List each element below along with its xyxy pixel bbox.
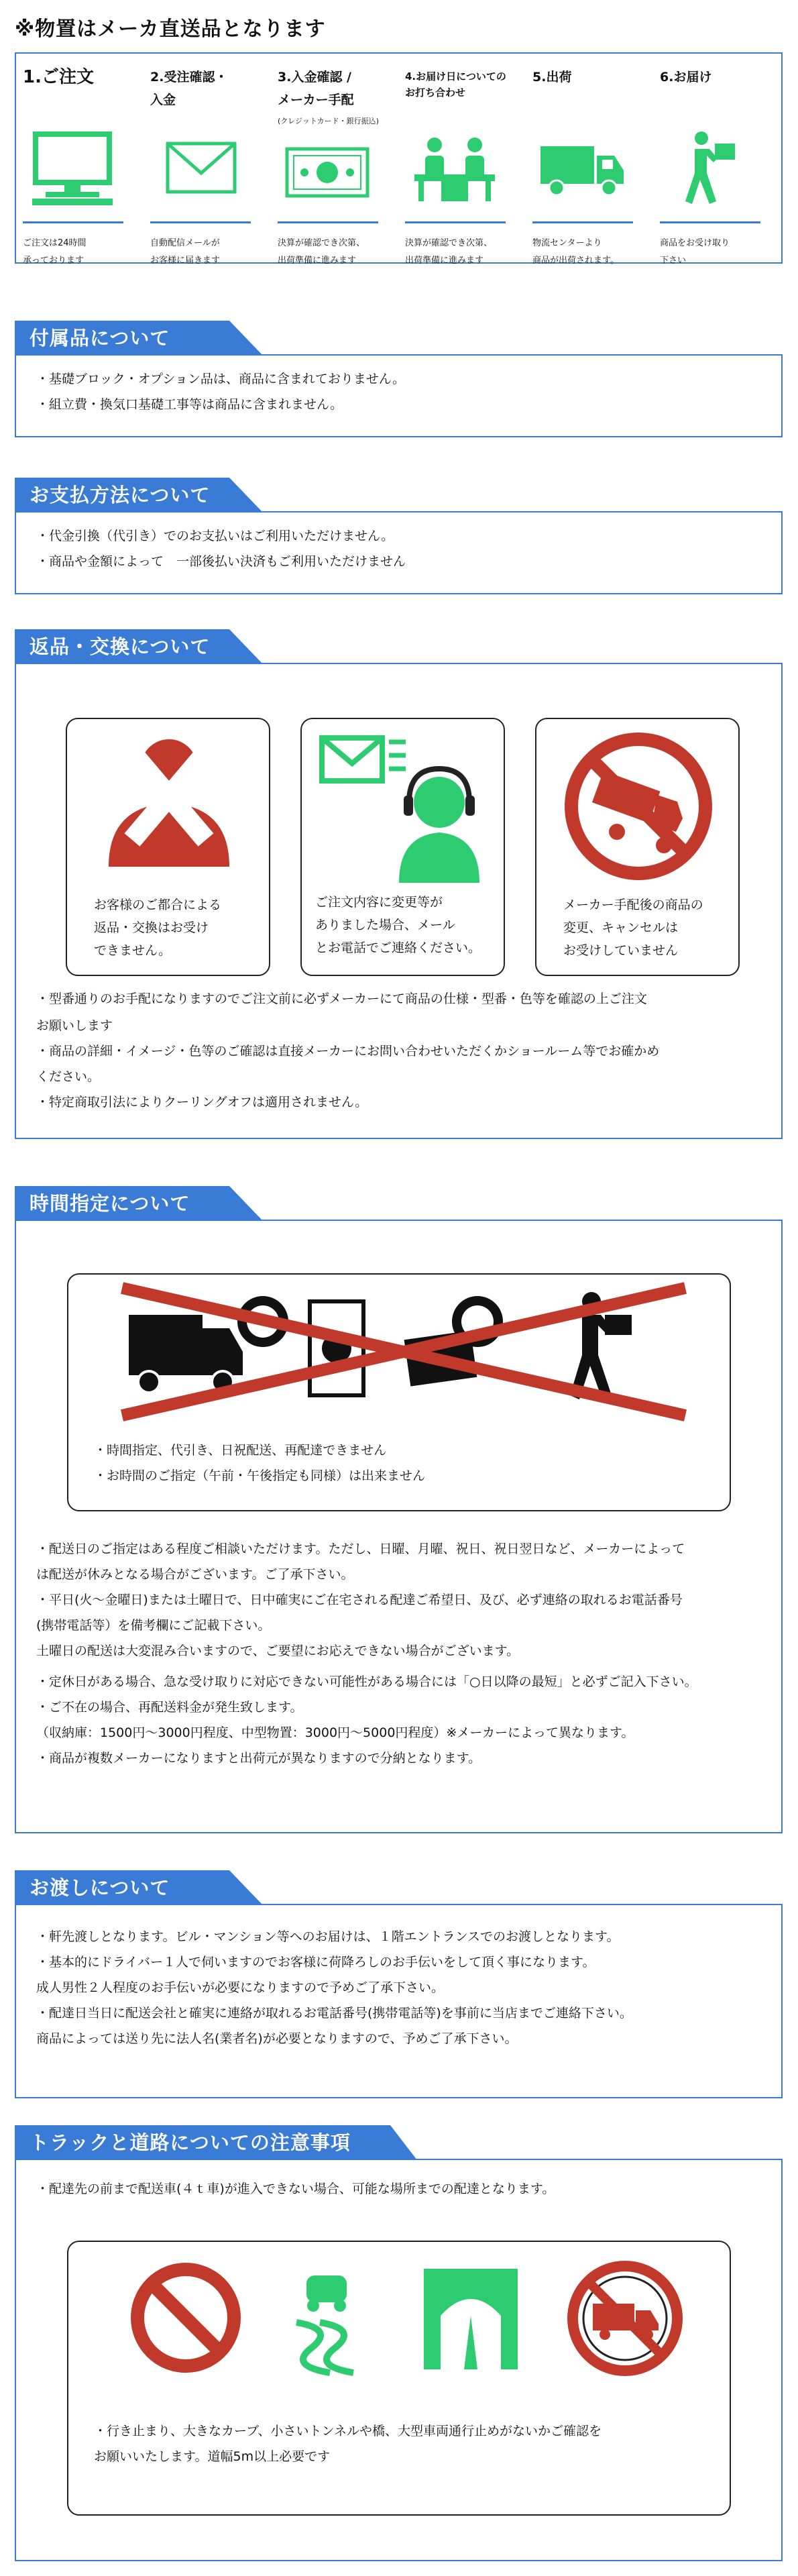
heading-text: お渡しについて	[30, 1876, 170, 1899]
return-card-customer	[66, 718, 270, 976]
crossed-delivery-icons	[109, 1275, 699, 1429]
text-line: ・基礎ブロック・オプション品は、商品に含まれておりません。	[36, 372, 406, 386]
text-line: 商品によっては送り先に法人名(業者名)が必要となりますので、予めご了承下さい。	[36, 2031, 518, 2046]
heading-text: 時間指定について	[30, 1192, 190, 1215]
mail-operator-icon	[315, 729, 496, 883]
section-heading-accessories	[15, 321, 263, 356]
computer-icon	[25, 129, 119, 209]
person-x-icon	[102, 726, 236, 873]
flow-step-confirm	[144, 54, 263, 266]
text-line: ・基本的にドライバー１人で伺いますのでお客様に荷降ろしのお手伝いをして頂く事になります。	[36, 1955, 595, 1970]
text-line: ください。	[36, 1069, 101, 1084]
step-label: 4.お届け日についての お打ち合わせ	[405, 70, 506, 99]
text-line: ・時間指定、代引き、日祝配送、再配達できません	[94, 1443, 387, 1458]
heading-text: 返品・交換について	[30, 635, 211, 658]
time-restriction-card	[67, 1273, 731, 1511]
step-divider	[532, 221, 633, 223]
card-caption: メーカー手配後の商品の 変更、キャンセルは お受けしていません	[563, 898, 703, 958]
text-line: ・平日(火～金曜日)または土曜日で、日中確実にご在宅される配達ご希望日、及び、必ず連絡の取れるお電話番号	[36, 1593, 683, 1607]
step-desc: 商品をお受け取り 下さい	[660, 238, 730, 266]
section-heading-payment	[15, 478, 263, 513]
step-label: 5.出荷	[532, 70, 572, 85]
text-line: ・配送日のご指定はある程度ご相談いただけます。ただし、日曜、月曜、祝日、祝日翌日など、メーカーによって	[36, 1542, 685, 1556]
money-icon	[280, 140, 374, 220]
step-sub: (クレジットカード・銀行振込)	[278, 117, 379, 125]
section-heading-time	[15, 1186, 263, 1221]
step-divider	[405, 221, 506, 223]
step-divider	[278, 221, 378, 223]
text-line: ・代金引換（代引き）でのお支払いはご利用いただけません。	[36, 529, 394, 543]
no-truck-icon	[563, 731, 714, 882]
no-truck-sign-icon	[565, 2258, 685, 2379]
text-line: 土曜日の配送は大変混み合いますので、ご要望にお応えできない場合がございます。	[36, 1644, 520, 1658]
step-divider	[150, 221, 251, 223]
text-line: （収納庫：1500円～3000円程度、中型物置：3000円～5000円程度）※メーカーによって異なります。	[36, 1725, 634, 1740]
return-card-cancel	[535, 718, 740, 976]
step-desc: ご注文は24時間 承っております	[23, 238, 87, 266]
card-caption: お客様のご都合による 返品・交換はお受け できません。	[94, 898, 222, 958]
section-returns	[15, 663, 783, 1139]
truck-icon	[535, 129, 629, 209]
section-heading-returns	[15, 629, 263, 664]
flow-step-meeting	[398, 54, 518, 266]
return-card-change	[300, 718, 505, 976]
delivery-person-icon	[663, 129, 756, 209]
section-payment	[15, 511, 783, 594]
text-line: ・配達先の前まで配送車(４ｔ車)が進入できない場合、可能な場所までの配達となります。	[36, 2182, 555, 2196]
envelope-icon	[153, 129, 247, 209]
road-notice-card	[67, 2241, 731, 2516]
text-line: ・組立費・換気口基礎工事等は商品に含まれません。	[36, 397, 343, 412]
step-label: 6.お届け	[660, 70, 712, 85]
text-line: ・ご不在の場合、再配送料金が発生致します。	[36, 1700, 303, 1715]
section-time	[15, 1220, 783, 1833]
meeting-icon	[408, 129, 502, 209]
order-flow	[15, 52, 783, 264]
step-desc: 決算が確認でき次第、 出荷準備に進みます	[278, 238, 365, 266]
heading-text: お支払方法について	[30, 484, 211, 506]
flow-step-order	[16, 54, 135, 266]
step-desc: 物流センターより 商品が出荷されます。	[532, 238, 619, 266]
tunnel-icon	[417, 2262, 524, 2376]
card-caption: ご注文内容に変更等が ありました場合、メール とお電話でご連絡ください。	[315, 895, 481, 955]
heading-text: 付属品について	[30, 327, 170, 350]
text-line: ・行き止まり、大きなカーブ、小さいトンネルや橋、大型車両通行止めがないかご確認を	[94, 2424, 602, 2438]
text-line: お願いします	[36, 1018, 113, 1033]
section-handover	[15, 1904, 783, 2098]
text-line: 成人男性２人程度のお手伝いが必要になりますので予めご了承下さい。	[36, 1980, 445, 1995]
step-divider	[660, 221, 760, 223]
flow-step-delivery	[653, 54, 773, 266]
step-label: 1.ご注文	[23, 67, 94, 87]
text-line: ・お時間のご指定（午前・午後指定も同様）は出来ません	[94, 1468, 426, 1483]
text-line: お願いいたします。道幅5m以上必要です	[94, 2449, 331, 2464]
step-desc: 自動配信メールが お客様に届きます	[150, 238, 221, 266]
step-divider	[23, 221, 123, 223]
text-line: ・商品が複数メーカーになりますと出荷元が異なりますので分納となります。	[36, 1751, 481, 1766]
text-line: ・商品や金額によって 一部後払い決済もご利用いただけません	[36, 554, 406, 569]
text-line: ・特定商取引法によりクーリングオフは適用されません。	[36, 1095, 368, 1110]
text-line: ・定休日がある場合、急な受け取りに対応できない可能性がある場合には「○日以降の最短」と必ずご記入下さい。	[36, 1674, 697, 1689]
text-line: (携帯電話等）を備考欄にご記載下さい。	[36, 1618, 271, 1633]
text-line: は配送が休みとなる場合がございます。ご了承下さい。	[36, 1567, 354, 1582]
text-line: ・軒先渡しとなります。ビル・マンション等へのお届けは、１階エントランスでのお渡しとなります。	[36, 1929, 620, 1944]
text-line: ・型番通りのお手配になりますのでご注文前に必ずメーカーにて商品の仕様・型番・色等を確認の上ご注文	[36, 991, 647, 1006]
section-accessories	[15, 354, 783, 437]
no-entry-icon	[129, 2261, 243, 2375]
flow-step-payment	[271, 54, 390, 266]
section-heading-truck	[15, 2125, 351, 2160]
flow-step-shipping	[526, 54, 645, 266]
page-title: ※物置はメーカ直送品となります	[15, 17, 326, 41]
step-label: 2.受注確認・ 入金	[150, 70, 228, 107]
section-heading-handover	[15, 1870, 263, 1905]
step-label: 3.入金確認 / メーカー手配	[278, 70, 354, 107]
curve-road-icon	[283, 2269, 370, 2376]
heading-text: トラックと道路についての注意事項	[30, 2131, 351, 2154]
step-desc: 決算が確認でき次第、 出荷準備に進みます	[405, 238, 493, 266]
text-line: ・商品の詳細・イメージ・色等のご確認は直接メーカーにお問い合わせいただくかショールーム等でお確かめ	[36, 1044, 660, 1059]
text-line: ・配達日当日に配送会社と確実に連絡が取れるお電話番号(携帯電話等)を事前に当店までご連絡下さい。	[36, 2006, 632, 2021]
section-truck	[15, 2159, 783, 2561]
